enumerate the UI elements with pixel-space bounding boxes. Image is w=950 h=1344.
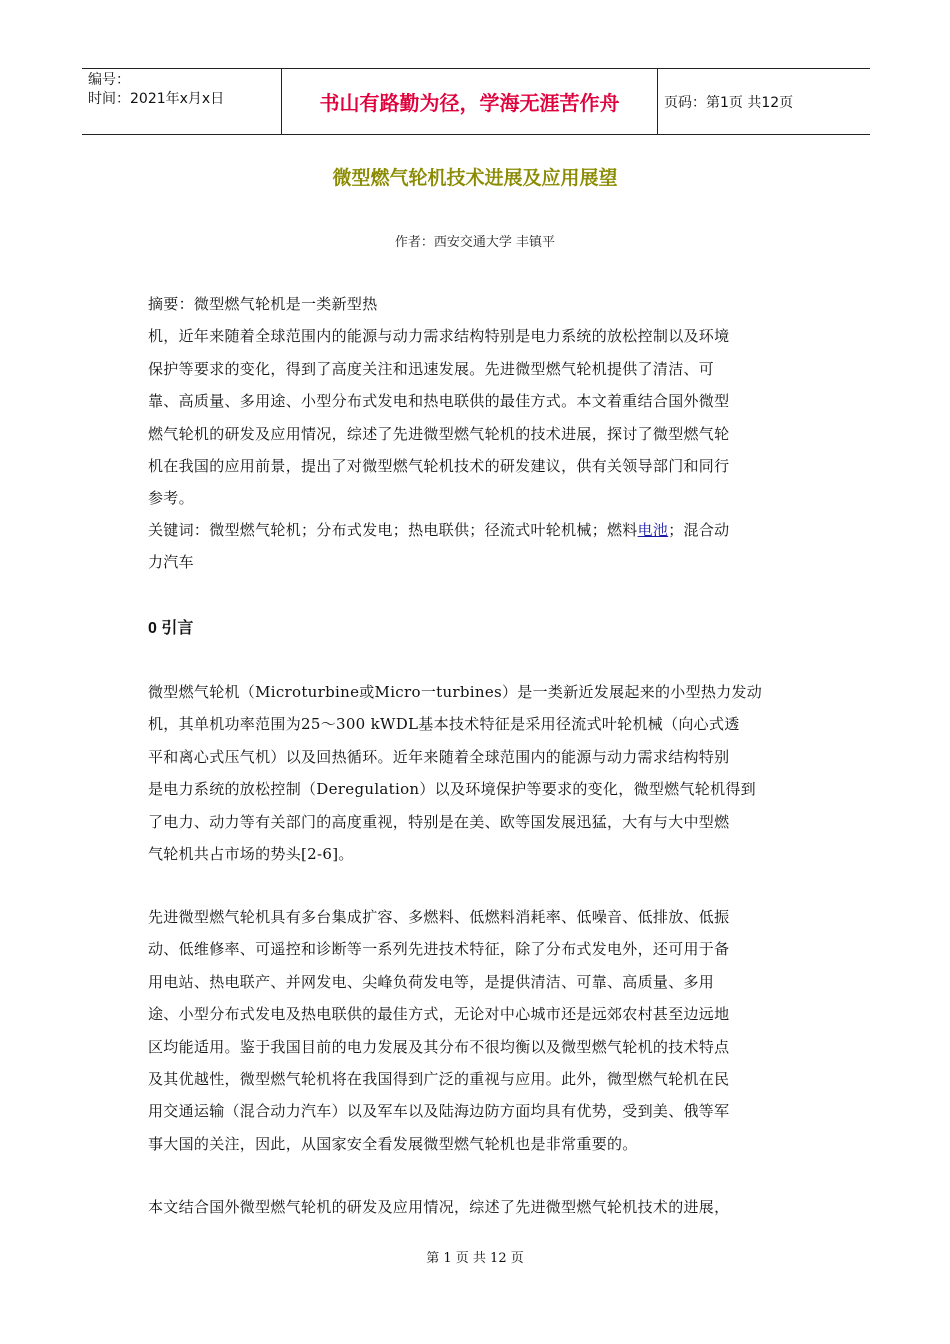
document-number-label: 编号： <box>88 72 130 88</box>
abstract-line: 机在我国的应用前景，提出了对微型燃气轮机技术的研发建议，供有关领导部门和同行 <box>148 457 730 476</box>
paragraph-line: 区均能适用。鉴于我国目前的电力发展及其分布不很均衡以及微型燃气轮机的技术特点 <box>148 1037 730 1056</box>
keywords-text-end: ；混合动 <box>668 521 730 539</box>
paragraph-line: 微型燃气轮机（Microturbine或Micro一turbines）是一类新近发展起来的小型热力发动 <box>148 683 763 701</box>
paragraph-line: 先进微型燃气轮机具有多台集成扩容、多燃料、低燃料消耗率、低噪音、低排放、低振 <box>148 908 730 926</box>
paragraph-line: 气轮机共占市场的势头[2-6]。 <box>148 845 354 864</box>
paragraph-line: 是电力系统的放松控制（Deregulation）以及环境保护等要求的变化，微型燃气轮机得到 <box>148 780 756 799</box>
paragraph-line: 动、低维修率、可遥控和诊断等一系列先进技术特征，除了分布式发电外，还可用于备 <box>148 940 730 959</box>
abstract-line: 机，近年来随着全球范围内的能源与动力需求结构特别是电力系统的放松控制以及环境 <box>148 327 730 346</box>
abstract-line: 燃气轮机的研发及应用情况，综述了先进微型燃气轮机的技术进展，探讨了微型燃气轮 <box>148 424 730 443</box>
paragraph-line: 机，其单机功率范围为25～300 kWDL基本技术特征是采用径流式叶轮机械（向心式透 <box>148 715 740 734</box>
section-heading-introduction: 0 引言 <box>148 620 194 637</box>
abstract-line: 保护等要求的变化，得到了高度关注和迅速发展。先进微型燃气轮机提供了清洁、可 <box>148 359 715 378</box>
abstract-line: 参考。 <box>148 489 194 508</box>
document-title: 微型燃气轮机技术进展及应用展望 <box>332 167 618 189</box>
paragraph-line: 用交通运输（混合动力汽车）以及军车以及陆海边防方面均具有优势，受到美、俄等军 <box>148 1102 730 1121</box>
keywords-text: 关键词：微型燃气轮机；分布式发电；热电联供；径流式叶轮机械；燃料 <box>148 521 638 539</box>
paragraph-line: 了电力、动力等有关部门的高度重视，特别是在美、欧等国发展迅猛，大有与大中型燃 <box>148 812 730 831</box>
battery-link[interactable]: 电池 <box>637 521 669 539</box>
abstract-paragraph <box>148 288 798 515</box>
paragraph-line: 事大国的关注，因此，从国家安全看发展微型燃气轮机也是非常重要的。 <box>148 1134 638 1153</box>
header-page-info: 页码：第1页 共12页 <box>664 94 794 111</box>
keywords-line <box>148 514 798 546</box>
intro-paragraph-3 <box>148 1191 798 1223</box>
paragraph-line: 本文结合国外微型燃气轮机的研发及应用情况，综述了先进微型燃气轮机技术的进展， <box>148 1198 730 1216</box>
intro-paragraph-1 <box>148 676 798 870</box>
intro-paragraph-2 <box>148 901 798 1160</box>
header-motto: 书山有路勤为径，学海无涯苦作舟 <box>282 69 658 134</box>
paragraph-line: 途、小型分布式发电及热电联供的最佳方式，无论对中心城市还是远郊农村甚至边远地 <box>148 1005 730 1024</box>
paragraph-line: 用电站、热电联产、并网发电、尖峰负荷发电等，是提供清洁、可靠、高质量、多用 <box>148 972 715 991</box>
keywords-line: 力汽车 <box>148 553 194 572</box>
abstract-line: 靠、高质量、多用途、小型分布式发电和热电联供的最佳方式。本文着重结合国外微型 <box>148 392 730 411</box>
header-meta-cell <box>82 69 282 134</box>
document-author: 作者：西安交通大学 丰镇平 <box>394 235 556 250</box>
paragraph-line: 平和离心式压气机）以及回热循环。近年来随着全球范围内的能源与动力需求结构特别 <box>148 747 730 766</box>
header-table <box>82 68 870 135</box>
abstract-line: 摘要：微型燃气轮机是一类新型热 <box>148 295 378 313</box>
page-footer: 第 1 页 共 12 页 <box>426 1251 524 1266</box>
document-time-label: 时间：2021年x月x日 <box>88 91 225 107</box>
paragraph-line: 及其优越性，微型燃气轮机将在我国得到广泛的重视与应用。此外，微型燃气轮机在民 <box>148 1070 730 1089</box>
keywords-paragraph <box>148 514 798 579</box>
